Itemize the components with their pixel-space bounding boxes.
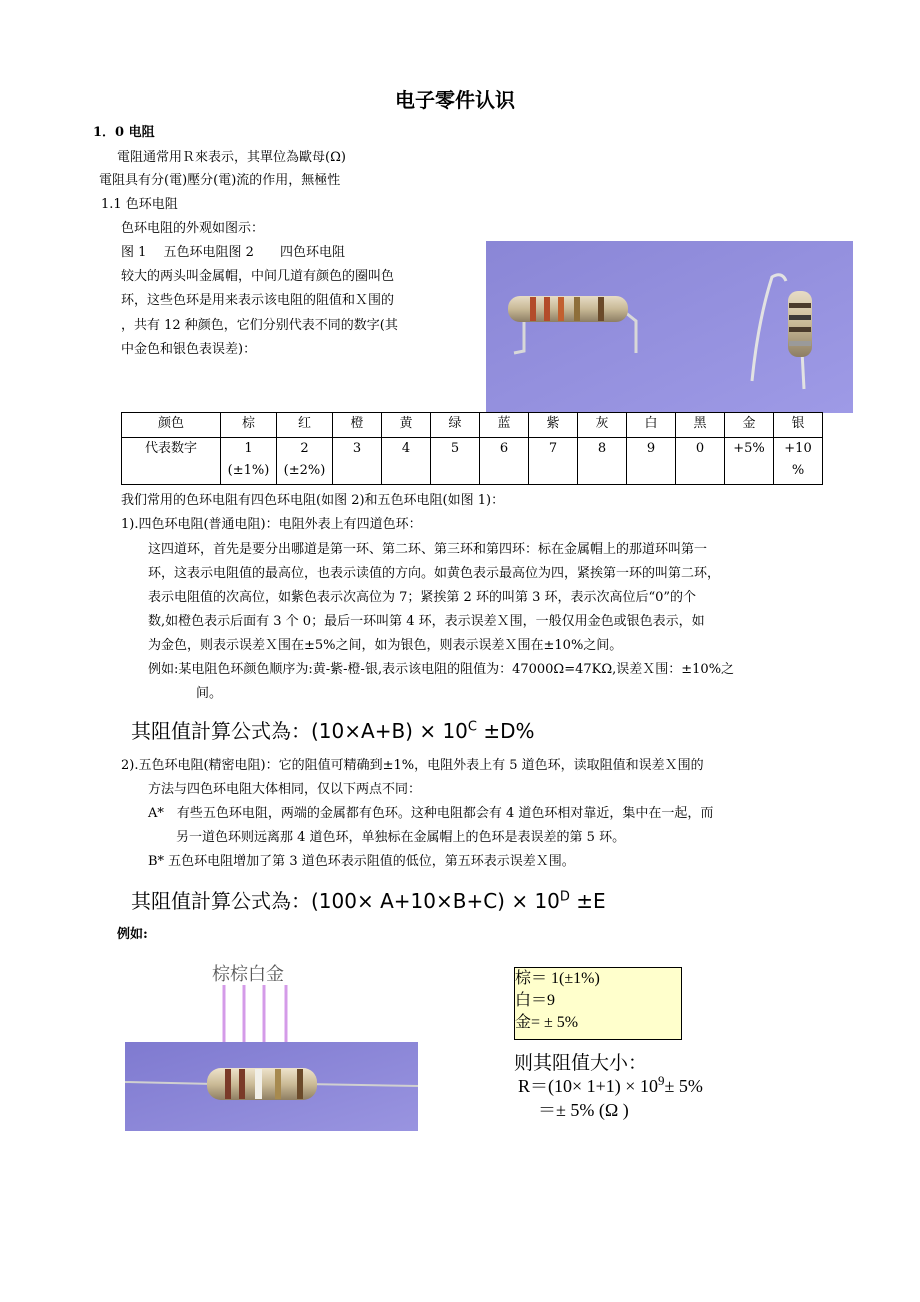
table-cell-color: 金 — [725, 413, 774, 438]
appearance-line: 色环电阻的外观如图示： — [121, 221, 265, 236]
table-cell-color: 白 — [627, 413, 676, 438]
five-band-heading: 2).五色环电阻(精密电阻)：它的阻值可精确到±1%，电阻外表上有 5 道色环，读取阻值和误差Ｘ围的 — [121, 758, 704, 773]
result-line-2: ＝± 5% (Ω ) — [538, 1100, 629, 1120]
band-value-white: 白＝9 — [515, 992, 556, 1009]
desc-line-1: 较大的两头叫金属帽，中间几道有颜色的圈叫色 — [121, 269, 395, 284]
table-cell-value: 6 — [480, 438, 529, 485]
desc-line-3: ，共有 12 种颜色，它们分别代表不同的数字(其 — [121, 318, 398, 333]
common-types-line: 我们常用的色环电阻有四色环电阻(如图 2)和五色环电阻(如图 1)： — [121, 493, 505, 508]
intro-line-1: 電阻通常用Ｒ來表示，其單位為歐母(Ω) — [117, 150, 346, 165]
desc-line-2: 环，这些色环是用来表示该电阻的阻值和Ｘ围的 — [121, 293, 395, 308]
four-band-para-1: 这四道环，首先是要分出哪道是第一环、第二环、第三环和第四环：标在金属帽上的那道环叫第一 — [148, 542, 708, 557]
table-cell-color: 紫 — [529, 413, 578, 438]
table-cell-value: 5 — [431, 438, 480, 485]
five-band-point-a-1: A* 有些五色环电阻，两端的金属都有色环。这种电阻都会有 4 道色环相对靠近，集中在一起，而 — [148, 806, 714, 821]
band-values-box — [514, 967, 682, 1040]
example-resistor-photo — [125, 1042, 418, 1131]
four-band-example-1: 例如:某电阻色环颜色顺序为:黄-紫-橙-银,表示该电阻的阻值为：47000Ω=47KΩ,误差Ｘ围：±10%之 — [148, 662, 735, 677]
table-cell-value: 9 — [627, 438, 676, 485]
color-code-table — [121, 412, 823, 485]
five-band-point-a-2: 另一道色环则远离那 4 道色环，单独标在金属帽上的色环是表误差的第 5 环。 — [176, 830, 626, 845]
five-band-point-b: B* 五色环电阻增加了第 3 道色环表示阻值的低位，第五环表示误差Ｘ围。 — [148, 854, 575, 869]
table-cell-color: 绿 — [431, 413, 480, 438]
subsection-heading: 1.1 色环电阻 — [101, 197, 178, 212]
intro-line-2: 電阻具有分(電)壓分(電)流的作用，無極性 — [99, 173, 341, 188]
table-cell-color: 银 — [774, 413, 823, 438]
table-cell-value: 8 — [578, 438, 627, 485]
table-cell-color: 黑 — [676, 413, 725, 438]
table-row-colors — [122, 413, 823, 438]
table-cell-color: 红 — [277, 413, 333, 438]
band-label: 棕棕白金 — [212, 964, 284, 985]
four-band-example-2: 间。 — [196, 686, 223, 701]
table-header-value: 代表数字 — [122, 438, 221, 485]
five-band-heading-2: 方法与四色环电阻大体相同，仅以下两点不同： — [148, 782, 422, 797]
table-cell-color: 黄 — [382, 413, 431, 438]
table-cell-color: 灰 — [578, 413, 627, 438]
table-cell-value: 3 — [333, 438, 382, 485]
desc-line-4: 中金色和银色表误差)： — [121, 342, 257, 357]
four-band-para-3: 表示电阻值的次高位，如紫色表示次高位为 7；紧挨第 2 环的叫第 3 环，表示次高位后“0”的个 — [148, 590, 697, 605]
table-cell-value: +5% — [725, 438, 774, 485]
table-cell-color: 棕 — [221, 413, 277, 438]
table-cell-value: 4 — [382, 438, 431, 485]
five-band-formula: 其阻值計算公式為：$(100\times A+10\times B+C) \times 10^D \pm E$ — [131, 889, 606, 913]
four-band-heading: 1).四色环电阻(普通电阻)：电阻外表上有四道色环： — [121, 517, 422, 532]
result-line-1: $R=(10\times 1+1) \times 10^9\pm 5\%$ — [518, 1073, 703, 1096]
section-heading: 1．0 电阻 — [93, 125, 155, 140]
band-value-brown: 棕＝ 1(±1%) — [515, 970, 600, 987]
table-cell-color: 橙 — [333, 413, 382, 438]
four-band-para-4: 数,如橙色表示后面有 3 个 0；最后一环叫第 4 环，表示误差Ｘ围，一般仅用金色或银色表示，如 — [148, 614, 705, 629]
table-cell-value: 2 (±2%) — [277, 438, 333, 485]
page-title: 电子零件认识 — [395, 88, 515, 112]
table-header-color: 颜色 — [122, 413, 221, 438]
four-band-para-2: 环，这表示电阻值的最高位，也表示读值的方向。如黄色表示最高位为四，紧挨第一环的叫第二环， — [148, 566, 721, 581]
four-band-formula: 其阻值計算公式為：$(10\times A+B) \times 10^C \pm D\%$ — [131, 719, 535, 743]
table-cell-value: 7 — [529, 438, 578, 485]
example-label: 例如: — [117, 927, 148, 942]
four-band-para-5: 为金色，则表示误差Ｘ围在±5%之间，如为银色，则表示误差Ｘ围在±10%之间。 — [148, 638, 623, 653]
result-title: 则其阻值大小： — [514, 1053, 648, 1074]
table-cell-value: 1 (±1%) — [221, 438, 277, 485]
figure-caption: 图 1 五色环电阻图 2 四色环电阻 — [121, 245, 345, 260]
table-cell-value: 0 — [676, 438, 725, 485]
table-cell-color: 蓝 — [480, 413, 529, 438]
resistor-photo — [486, 241, 853, 413]
table-row-values — [122, 438, 823, 485]
table-cell-value: +10 % — [774, 438, 823, 485]
band-value-gold: 金= ± 5% — [515, 1014, 579, 1031]
